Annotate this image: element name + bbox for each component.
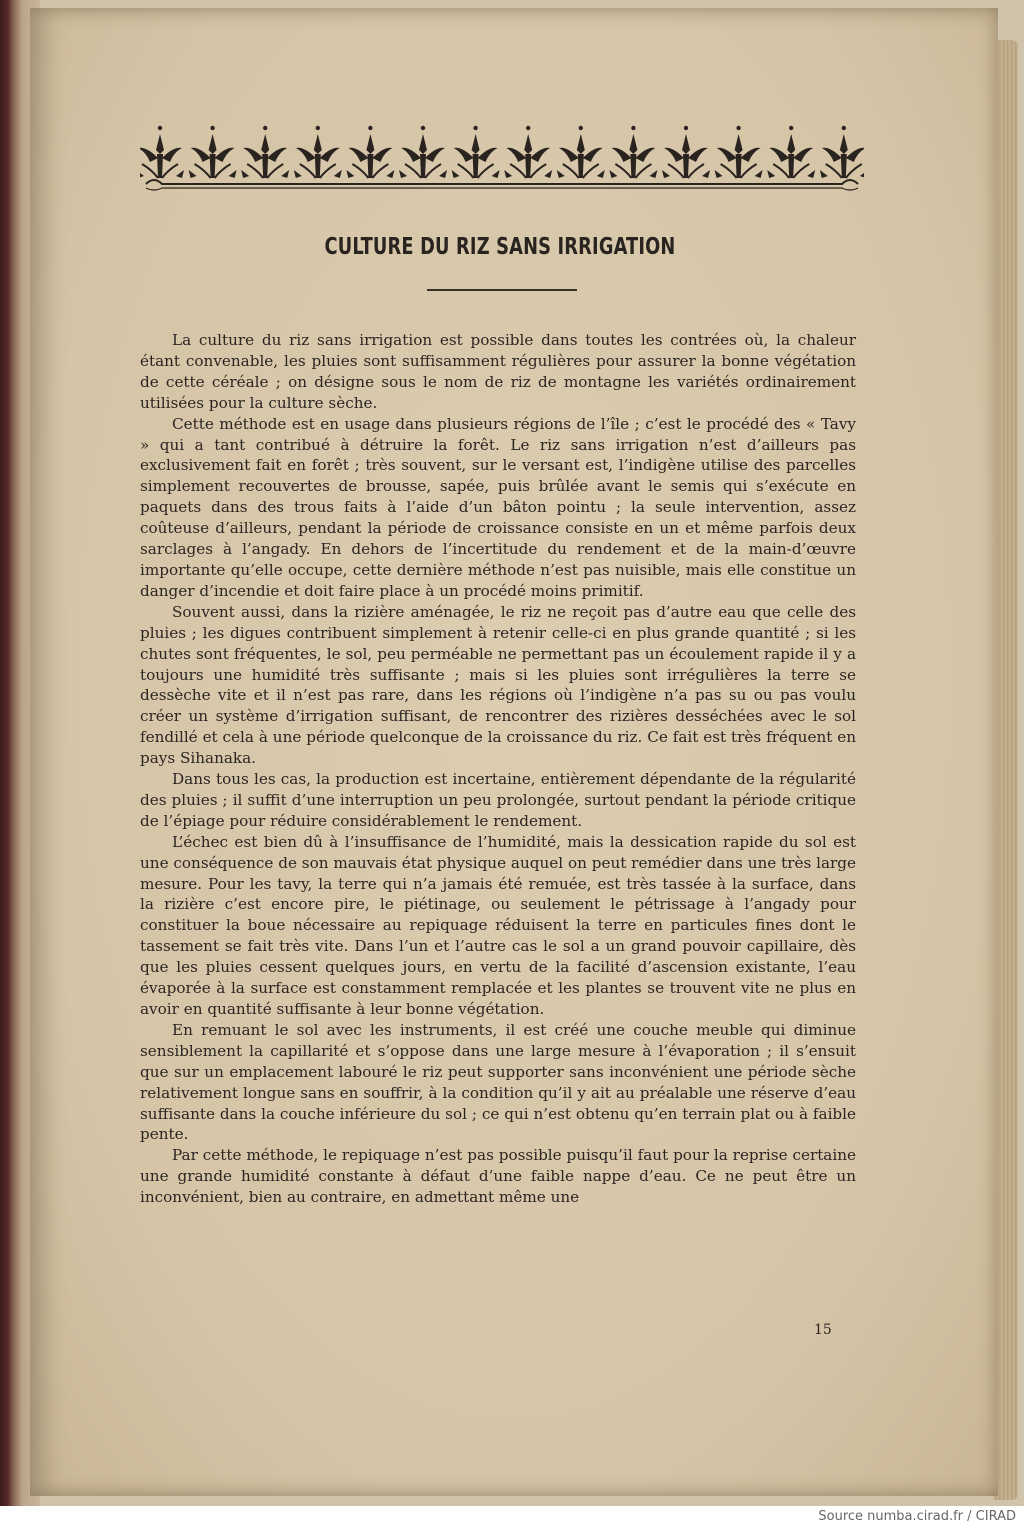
paragraph: Dans tous les cas, la production est incertaine, entièrement dépendante de la régularité des pluies ; il suffit d’une interruption un peu prolongée, surtout pendant la période critique de l’épiage pour réduire considérablement le rendement.	[140, 770, 856, 830]
plant-motif-icon	[241, 126, 289, 178]
plant-motif-icon	[452, 126, 500, 178]
paragraph: Par cette méthode, le repiquage n’est pas possible puisqu’il faut pour la reprise certaine une grande humidité constante à défaut d’une faible nappe d’eau. Ce ne peut être un inconvénient, bien au contraire, en admettant même une	[140, 1146, 856, 1207]
plant-motif-icon	[557, 126, 605, 178]
title-underline	[427, 289, 577, 291]
body-text	[140, 330, 856, 1208]
paragraph: La culture du riz sans irrigation est possible dans toutes les contrées où, la chaleur étant convenable, les pluies sont suffisamment régulières pour assurer la bonne végétation de cette céréale ; on désigne sous le nom de riz de montagne les variétés ordinairement utilisées pour la culture sèche.	[140, 331, 856, 412]
plant-motif-icon	[294, 126, 342, 178]
paragraph: En remuant le sol avec les instruments, il est créé une couche meuble qui diminue sensiblement la capillarité et s’oppose dans une large mesure à l’évaporation ; il s’ensuit que sur un emplacement labouré le riz peut supporter sans inconvénient une période sèche relativement longue sans en souffrir, à la condition qu’il y ait au préalable une réserve d’eau suffisante dans la couche inférieure du sol ; ce qui n’est obtenu qu’en terrain plat ou à faible pente.	[140, 1020, 856, 1144]
plant-motif-border-icon	[140, 124, 864, 192]
paragraph: Cette méthode est en usage dans plusieurs régions de l’île ; c’est le procédé des « Tavy » qui a tant contribué à détruire la forêt. Le riz sans irrigation n’est d’ailleurs pas exclusivement fait en forêt ; très souvent, sur le versant est, l’indigène utilise des parcelles simplement recouvertes de brousse, sapée, puis brûlée avant le semis qui s’exécute en paquets dans des trous faits à l’aide d’un bâton pointu ; la seule intervention, assez coûteuse d’ailleurs, pendant la période de croissance consiste en un et même parfois deux sarclages à l’angady. En dehors de l’incertitude du rendement et de la main-d’œuvre importante qu’elle occupe, cette dernière méthode n’est pas nuisible, mais elle constitue un danger d’incendie et doit faire place à un procédé moins primitif.	[140, 414, 856, 600]
plant-motif-icon	[346, 126, 394, 178]
plant-motif-icon	[767, 126, 815, 178]
paragraph: L’échec est bien dû à l’insuffisance de l’humidité, mais la dessication rapide du sol est une conséquence de son mauvais état physique auquel on peut remédier dans une très large mesure. Pour les tavy, la terre qui n’a jamais été remuée, est très tassée à la surface, dans la rizière c’est encore pire, le piétinage, ou seulement le pétrissage à l’angady pour constituer la boue nécessaire au repiquage réduisent la terre en particules fines dont le tassement se fait très vite. Dans l’un et l’autre cas le sol a un grand pouvoir capillaire, dès que les pluies cessent quelques jours, en vertu de la facilité d’ascension existante, l’eau évaporée à la surface est constamment remplacée et les plantes se trouvent vite ne plus en avoir en quantité suffisante à leur bonne végétation.	[140, 832, 856, 1018]
page-title: CULTURE DU RIZ SANS IRRIGATION	[324, 234, 676, 260]
plant-motif-icon	[820, 126, 864, 178]
plant-motif-icon	[715, 126, 763, 178]
source-credit: Source numba.cirad.fr / CIRAD	[818, 1509, 1016, 1524]
plant-motif-icon	[662, 126, 710, 178]
plant-motif-icon	[504, 126, 552, 178]
paragraph: Souvent aussi, dans la rizière aménagée, le riz ne reçoit pas d’autre eau que celle des pluies ; les digues contribuent simplement à retenir celle-ci en plus grande quantité ; si les chutes sont fréquentes, le sol, peu perméable ne permettant pas un écoulement rapide il y a toujours une humidité très suffisante ; mais si les pluies sont irrégulières la terre se dessèche vite et il n’est pas rare, dans les régions où l’indigène n’a pas su ou pas voulu créer un système d’irrigation suffisant, de rencontrer des rizières desséchées avec le sol fendillé et cela à une période quelconque de la croissance du riz. Ce fait est très fréquent en pays Sihanaka.	[140, 602, 856, 768]
page-number: 15	[814, 1322, 832, 1338]
plant-motif-icon	[609, 126, 657, 178]
plant-motif-icon	[189, 126, 237, 178]
plant-motif-icon	[140, 126, 184, 178]
plant-motif-icon	[399, 126, 447, 178]
